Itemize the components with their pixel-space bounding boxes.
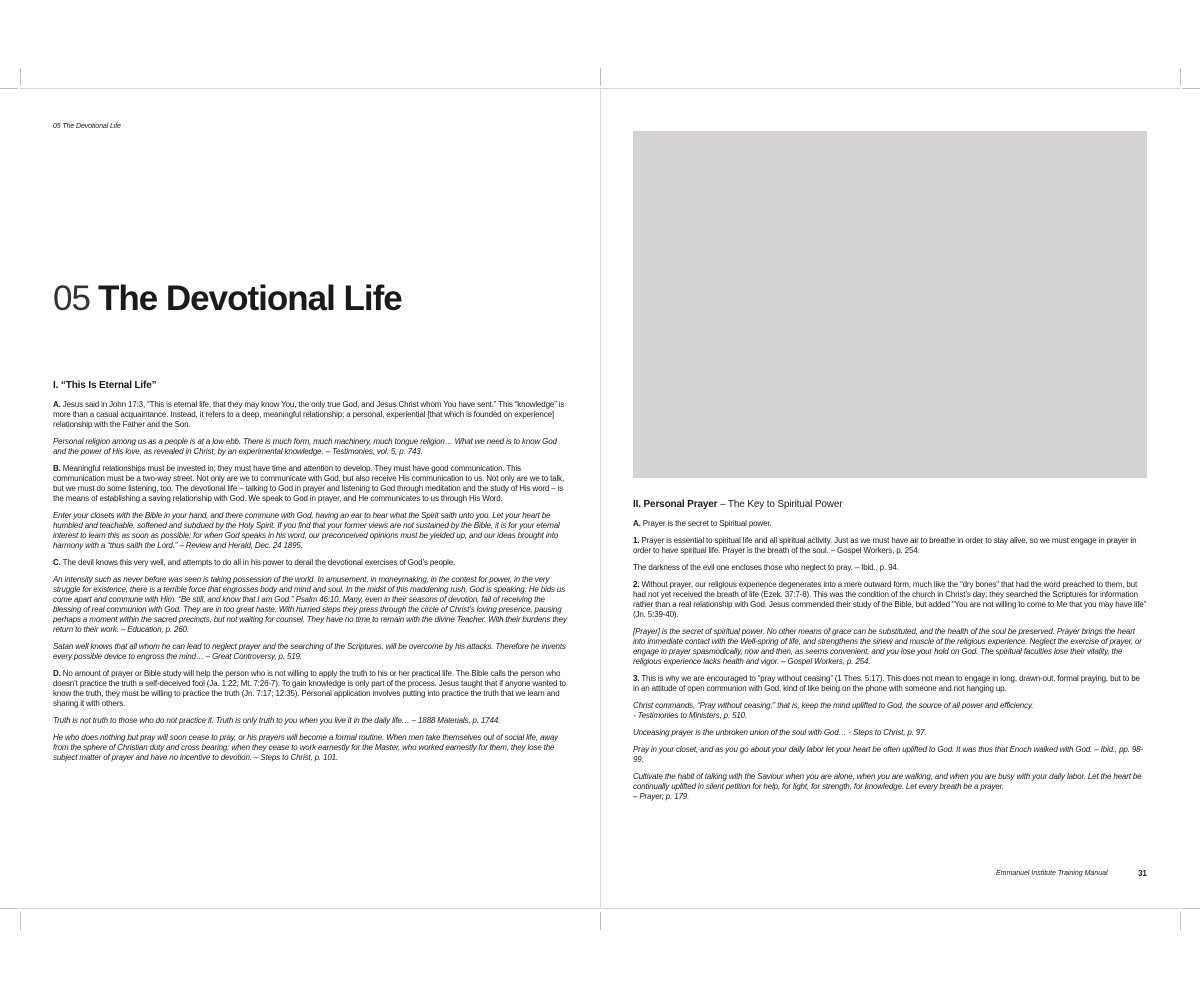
point-text: Jesus said in John 17:3, “This is eternal life, that they may know You, the only true God, and Jesus Christ whom You have sent.” This “knowledge” is more than a casual acquaintance. Instead, it refers to a deep, meaningful relationship; a personal, experiential [that which is founded on experience] relationship with the Father and the Son. [53, 400, 565, 429]
point-label: 2. [633, 580, 640, 589]
chapter-number: 05 [53, 279, 90, 318]
quote: An intensity such as never before was seen is taking possession of the world. In amusement, in moneymaking, in the contest for power, in the very struggle for existence, there is a terrible force that engrosses body and mind and soul. In the midst of this maddening rush, God is speaking. He bids us come apart and commune with Him. “Be still, and know that I am God.” Psalm 46:10. Many, even in their seasons of devotion, fail of receiving the blessing of real communion with God. They are in too great haste. With hurried steps they press through the circle of Christ’s loving presence, pausing perhaps a moment within the sacred precincts, but not waiting for counsel. They have no time to remain with the divine Teacher. With their burdens they return to their work. – Education, p. 260. [53, 575, 567, 634]
section-heading: I. “This Is Eternal Life” [53, 380, 157, 391]
crop-mark [600, 912, 601, 930]
section-heading-main: II. Personal Prayer [633, 499, 718, 510]
section-subheading: – The Key to Spiritual Power [720, 499, 843, 510]
page-edge-bottom [20, 908, 1180, 909]
crop-mark [1180, 912, 1181, 930]
crop-mark [1180, 68, 1181, 86]
point-3 [633, 674, 1147, 694]
quote: Truth is not truth to those who do not practice it. Truth is only truth to you when you live it in the daily life… – 1888 Materials, p. 1744. [53, 716, 501, 725]
point-label: B. [53, 464, 61, 473]
crop-mark [0, 908, 18, 909]
crop-mark [20, 68, 21, 86]
right-column [633, 498, 1147, 809]
point-d [53, 669, 569, 709]
quote [633, 772, 1147, 802]
quote: Unceasing prayer is the unbroken union of the soul with God… - Steps to Christ, p. 97. [633, 728, 927, 737]
point-label: A. [53, 400, 61, 409]
page-spine [600, 88, 601, 908]
point-text: Meaningful relationships must be invested in; they must have time and attention to develop. They must have good communication. This communication must be a two-way street. Not only are we to communicate with God, but also receive His communication to us. Not only are we to talk, but we must do some listening, too. The devotional life – talking to God in prayer and listening to God through meditation and the study of His word – is the means of establishing a saving relationship with God. We speak to God in prayer, and He communicates to us through His Word. [53, 464, 565, 503]
quote: [Prayer] is the secret of spiritual power. No other means of grace can be substituted, and the health of the soul be preserved. Prayer brings the heart into immediate contact with the Well-spring of life, and strengthens the sinew and muscle of the religious experience. Neglect the exercise of prayer, or engage in prayer spasmodically, now and then, as seems convenient, and you lose your hold on God. The spiritual faculties lose their vitality, the religious experience lacks health and vigor. – Gospel Workers, p. 254. [633, 627, 1142, 666]
point-a [633, 519, 1147, 529]
crop-mark [1182, 908, 1200, 909]
quote: He who does nothing but pray will soon cease to pray, or his prayers will become a formal routine. When men take themselves out of social life, away from the sphere of Christian duty and cross bearing; when they cease to work earnestly for the Master, who worked earnestly for them, they lose the subject matter of prayer and have no incentive to devotion. – Steps to Christ, p. 101. [53, 733, 559, 762]
point-a [53, 400, 569, 430]
quote-text: Christ commands, “Pray without ceasing;” that is, keep the mind uplifted to God, the source of all power and efficiency. [633, 701, 1034, 710]
left-column [53, 379, 569, 770]
point-c [53, 558, 569, 568]
crop-mark [600, 68, 601, 86]
point-text: Without prayer, our religious experience degenerates into a mere outward form, much like the “dry bones” that had the word preached to them, but had not yet received the breath of life (Ezek. 37:7-8). This was the condition of the church in Christ’s day; they searched the Scriptures for information rather than a real relationship with God. Jesus commended their study of the Bible, but added “You are not willing to come to Me that you may have life” (Jn. 5:39-40). [633, 580, 1147, 619]
quote: Pray in your closet, and as you go about your daily labor let your heart be often uplifted to God. It was thus that Enoch walked with God. – Ibid., pp. 98-99. [633, 745, 1143, 764]
crop-mark [0, 88, 18, 89]
quote: Personal religion among us as a people is at a low ebb. There is much form, much machinery, much tongue religion… What we need is to know God and the power of His love, as revealed in Christ, by an experimental knowledge. – Testimonies, vol. 5, p. 743. [53, 437, 557, 456]
image-placeholder [633, 131, 1147, 478]
quote [633, 701, 1147, 721]
point-1 [633, 536, 1147, 556]
point-text: This is why we are encouraged to “pray without ceasing” (1 Thes. 5:17). This does not mean to engage in long, drawn-out, formal praying, but to be in an attitude of open communion with God, kind of like being on the phone with someone and not hanging up. [633, 674, 1140, 693]
point-b [53, 464, 569, 504]
point-text: Prayer is the secret to Spiritual power. [642, 519, 772, 528]
chapter-name: The Devotional Life [97, 279, 402, 318]
footer-manual-title: Emmanuel Institute Training Manual [996, 870, 1108, 877]
quote-source: - Testimonies to Ministers, p. 510. [633, 711, 748, 720]
point-label: D. [53, 669, 61, 678]
crop-mark [20, 912, 21, 930]
quote: Satan well knows that all whom he can lead to neglect prayer and the searching of the Scriptures, will be overcome by his attacks. Therefore he invents every possible device to engross the mind… – Great Controversy, p. 519. [53, 642, 566, 661]
quote-source: – Prayer, p. 179. [633, 792, 690, 801]
point-text: Prayer is essential to spiritual life and all spiritual activity. Just as we must have air to breathe in order to stay alive, so we must engage in prayer in order to have spiritual life. Prayer is the breath of the soul. – Gospel Workers, p. 254. [633, 536, 1137, 555]
chapter-title [53, 278, 402, 320]
running-head: 05 The Devotional Life [53, 123, 121, 130]
crop-mark [1182, 88, 1200, 89]
quote: Enter your closets with the Bible in your hand, and there commune with God, having an ear to hear what the Spirit saith unto you. Let your heart be humbled and teachable, softened and subdued by the Holy Spirit. If you find that your former views are not sustained by the Bible, it is for your eternal interest to learn this as soon as possible; for when God speaks in his word, our preconceived opinions must be yielded up, and our ideas brought into harmony with a “thus saith the Lord.” – Review and Herald, Dec. 24 1895. [53, 511, 560, 550]
section-heading [633, 498, 1147, 512]
page-footer [996, 869, 1147, 878]
page-number: 31 [1138, 869, 1147, 878]
point-2 [633, 580, 1147, 620]
point-label: A. [633, 519, 641, 528]
point-label: 3. [633, 674, 640, 683]
point-text: The devil knows this very well, and attempts to do all in his power to derail the devotional exercises of God’s people. [62, 558, 456, 567]
point-label: C. [53, 558, 61, 567]
quote-text: Cultivate the habit of talking with the Saviour when you are alone, when you are walking, and when you are busy with your daily labor. Let the heart be continually uplifted in silent petition for help, for light, for strength, for knowledge. Let every breath be a prayer. [633, 772, 1142, 791]
point-label: 1. [633, 536, 640, 545]
point-1-note: The darkness of the evil one encloses those who neglect to pray. – Ibid., p. 94. [633, 563, 899, 572]
point-text: No amount of prayer or Bible study will help the person who is not willing to apply the truth to his or her practical life. The Bible calls the person who doesn’t practice the truth a self-deceived fool (Ja. 1:22; Mt. 7:26-7). To gain knowledge is only part of the process. Jesus taught that if anyone wanted to know the truth, they must be willing to practice the truth (Jn. 7:17; 12:35). Personal application involves putting into practice the truth that we learn and sharing it with others. [53, 669, 566, 708]
